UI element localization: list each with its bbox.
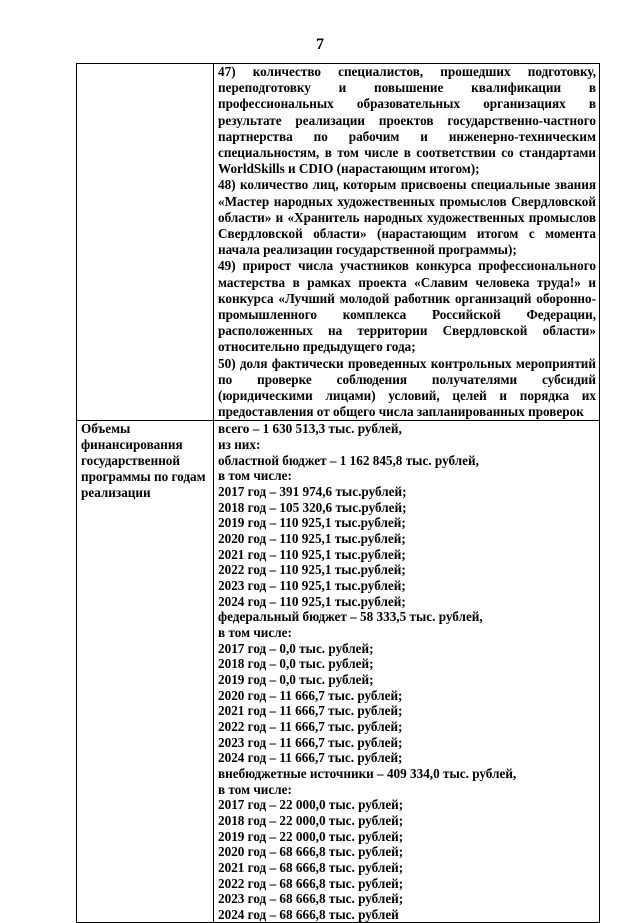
- financing-line: 2024 год – 11 666,7 тыс. рублей;: [218, 750, 403, 766]
- financing-line: 2021 год – 110 925,1 тыс.рублей;: [218, 546, 406, 562]
- financing-line: в том числе:: [218, 625, 292, 640]
- financing-label: Объемы финансирования государственной программы по годам реализации: [81, 421, 206, 500]
- indicator-50: 50) доля фактически проведенных контрольных мероприятий по проверке соблюдения получателями субсидий (юридическими лицами) условий, целей и порядка их предоставления от общего числа запланированных проверок: [218, 355, 596, 420]
- indicator-49: 49) прирост числа участников конкурса профессионального мастерства в рамках проекта «Славим человека труда!» и конкурса «Лучший молодой работник организаций оборонно-промышленного комплекса Российской Федерации, расположенных на территории Свердловской области» относительно предыдущего года;: [218, 258, 596, 355]
- financing-line: 2024 год – 110 925,1 тыс.рублей;: [218, 593, 406, 609]
- financing-line: 2018 год – 22 000,0 тыс. рублей;: [218, 812, 404, 828]
- financing-line: 2018 год – 105 320,6 тыс.рублей;: [218, 499, 407, 515]
- financing-line: 2023 год – 68 666,8 тыс. рублей;: [218, 891, 404, 907]
- table-row-financing: [77, 421, 600, 923]
- financing-line: 2019 год – 0,0 тыс. рублей;: [218, 671, 374, 687]
- financing-line: 2018 год – 0,0 тыс. рублей;: [218, 656, 374, 672]
- financing-line: 2023 год – 11 666,7 тыс. рублей;: [218, 734, 403, 750]
- financing-line: из них:: [218, 437, 261, 453]
- financing-line: 2017 год – 0,0 тыс. рублей;: [218, 640, 374, 656]
- financing-line: 2021 год – 11 666,7 тыс. рублей;: [218, 703, 403, 719]
- financing-line: внебюджетные источники – 409 334,0 тыс. рублей,: [218, 765, 517, 781]
- row-label-cell: [77, 421, 214, 923]
- indicator-48: 48) количество лиц, которым присвоены специальные звания «Мастер народных художественных промыслов Свердловской области» и «Хранитель народных художественных промыслов Свердловской области» (нарастающим итогом с момента начала реализации государственной программы);: [218, 177, 596, 258]
- financing-line: 2017 год – 391 974,6 тыс.рублей;: [218, 484, 407, 500]
- financing-line: в том числе:: [218, 781, 292, 797]
- financing-line: областной бюджет – 1 162 845,8 тыс. рублей,: [218, 452, 479, 468]
- financing-cell: [214, 421, 600, 923]
- financing-line: 2019 год – 110 925,1 тыс.рублей;: [218, 515, 406, 531]
- financing-line: 2021 год – 68 666,8 тыс. рублей;: [218, 859, 404, 875]
- financing-line: 2024 год – 68 666,8 тыс. рублей: [218, 906, 399, 922]
- page-number: 7: [316, 36, 324, 53]
- program-passport-table: [76, 63, 600, 923]
- row-label-cell: [77, 64, 214, 421]
- financing-line: в том числе:: [218, 468, 292, 484]
- financing-line: 2022 год – 11 666,7 тыс. рублей;: [218, 718, 403, 734]
- financing-line: 2020 год – 11 666,7 тыс. рублей;: [218, 687, 403, 703]
- financing-line: 2020 год – 110 925,1 тыс.рублей;: [218, 531, 406, 547]
- financing-line: федеральный бюджет – 58 333,5 тыс. рублей,: [218, 609, 483, 625]
- financing-line: 2020 год – 68 666,8 тыс. рублей;: [218, 844, 404, 860]
- table-row-indicators: [77, 64, 600, 421]
- financing-line: 2023 год – 110 925,1 тыс.рублей;: [218, 578, 406, 594]
- indicator-47: 47) количество специалистов, прошедших подготовку, переподготовку и повышение квалификации в профессиональных образовательных организациях в результате реализации проектов государственно-частного партнерства по рабочим и инженерно-техническим специальностям, в том числе в соответствии со стандартами WorldSkills и CDIO (нарастающим итогом);: [218, 64, 596, 177]
- financing-line: 2019 год – 22 000,0 тыс. рублей;: [218, 828, 404, 844]
- financing-line: всего – 1 630 513,3 тыс. рублей,: [218, 421, 402, 437]
- financing-line: 2022 год – 110 925,1 тыс.рублей;: [218, 562, 406, 578]
- indicators-cell: [214, 64, 600, 421]
- financing-line: 2017 год – 22 000,0 тыс. рублей;: [218, 797, 404, 813]
- financing-line: 2022 год – 68 666,8 тыс. рублей;: [218, 875, 404, 891]
